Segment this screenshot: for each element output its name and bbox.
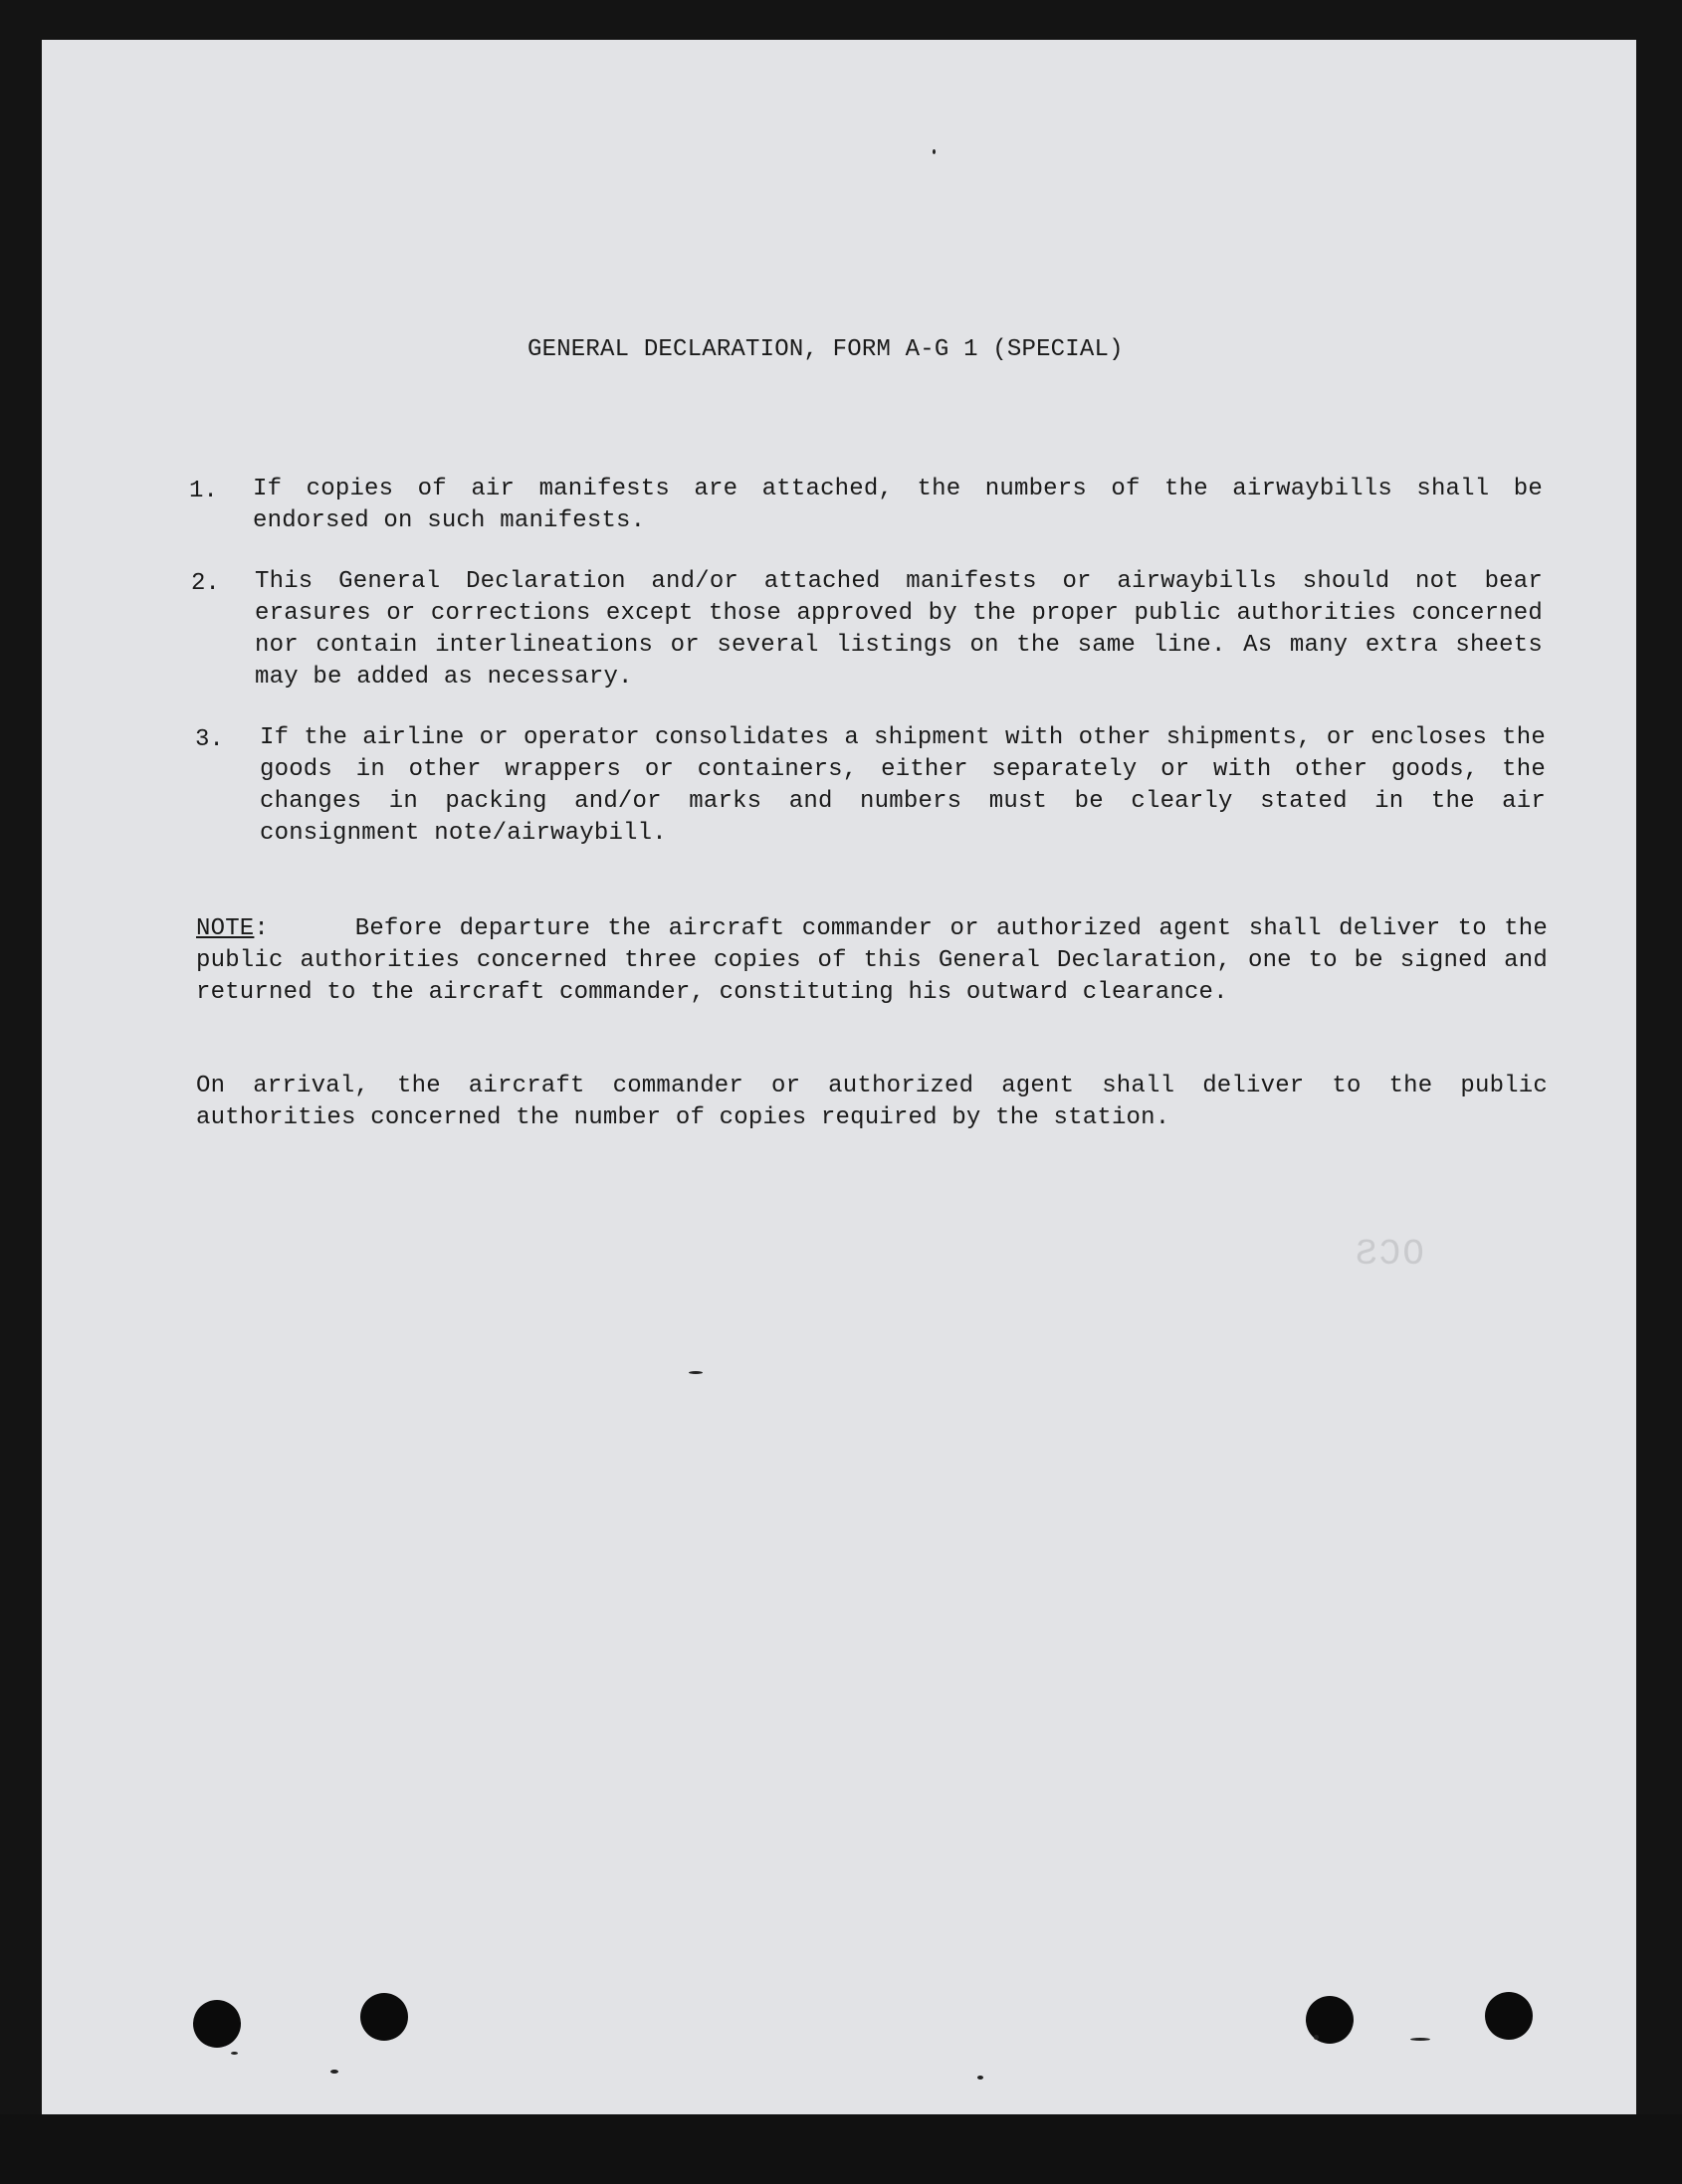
speck	[1410, 2038, 1430, 2041]
speck	[977, 2076, 983, 2080]
scan-border	[0, 2114, 1682, 2184]
item-1-number: 1.	[189, 478, 218, 504]
document-page	[42, 40, 1636, 2114]
item-3-text: If the airline or operator consolidates a shipment with other shipments, or encloses the goods in other wrappers or containers, either separately or with other goods, the changes in packing and/or marks and numbers must be clearly stated in the air consignment note/airwaybill.	[260, 724, 1546, 847]
item-3-number: 3.	[195, 726, 224, 753]
speck	[689, 1371, 703, 1374]
punch-hole	[360, 1993, 408, 2041]
speck	[231, 2052, 238, 2055]
speck	[933, 149, 936, 154]
item-2-text: This General Declaration and/or attached manifests or airwaybills should not bear erasures or corrections except those approved by the proper public authorities concerned nor contain interlineations or several listings on the same line. As many extra sheets may be added as necessary.	[255, 568, 1543, 691]
speck	[330, 2070, 338, 2074]
item-1-text: If copies of air manifests are attached, the numbers of the airwaybills shall be endorsed on such manifests.	[253, 476, 1543, 534]
document-title: GENERAL DECLARATION, FORM A-G 1 (SPECIAL)	[527, 336, 1124, 363]
arrival-paragraph: On arrival, the aircraft commander or authorized agent shall deliver to the public authorities concerned the number of copies required by the station.	[196, 1073, 1548, 1131]
note-label: NOTE	[196, 915, 255, 942]
punch-hole	[193, 2000, 241, 2048]
speck	[1314, 2035, 1319, 2040]
note-text: Before departure the aircraft commander or authorized agent shall deliver to the public authorities concerned three copies of this General Declaration, one to be signed and returned to the aircraft commander, constituting his outward clearance.	[196, 915, 1548, 1006]
note-paragraph: NOTE: Before departure the aircraft commander or authorized agent shall deliver to the public authorities concerned three copies of this General Declaration, one to be signed and returned to the aircraft commander, constituting his outward clearance.	[196, 915, 1548, 1006]
item-2-number: 2.	[191, 570, 220, 597]
bleed-through-mark: OCS	[1354, 1234, 1424, 1275]
punch-hole	[1485, 1992, 1533, 2040]
